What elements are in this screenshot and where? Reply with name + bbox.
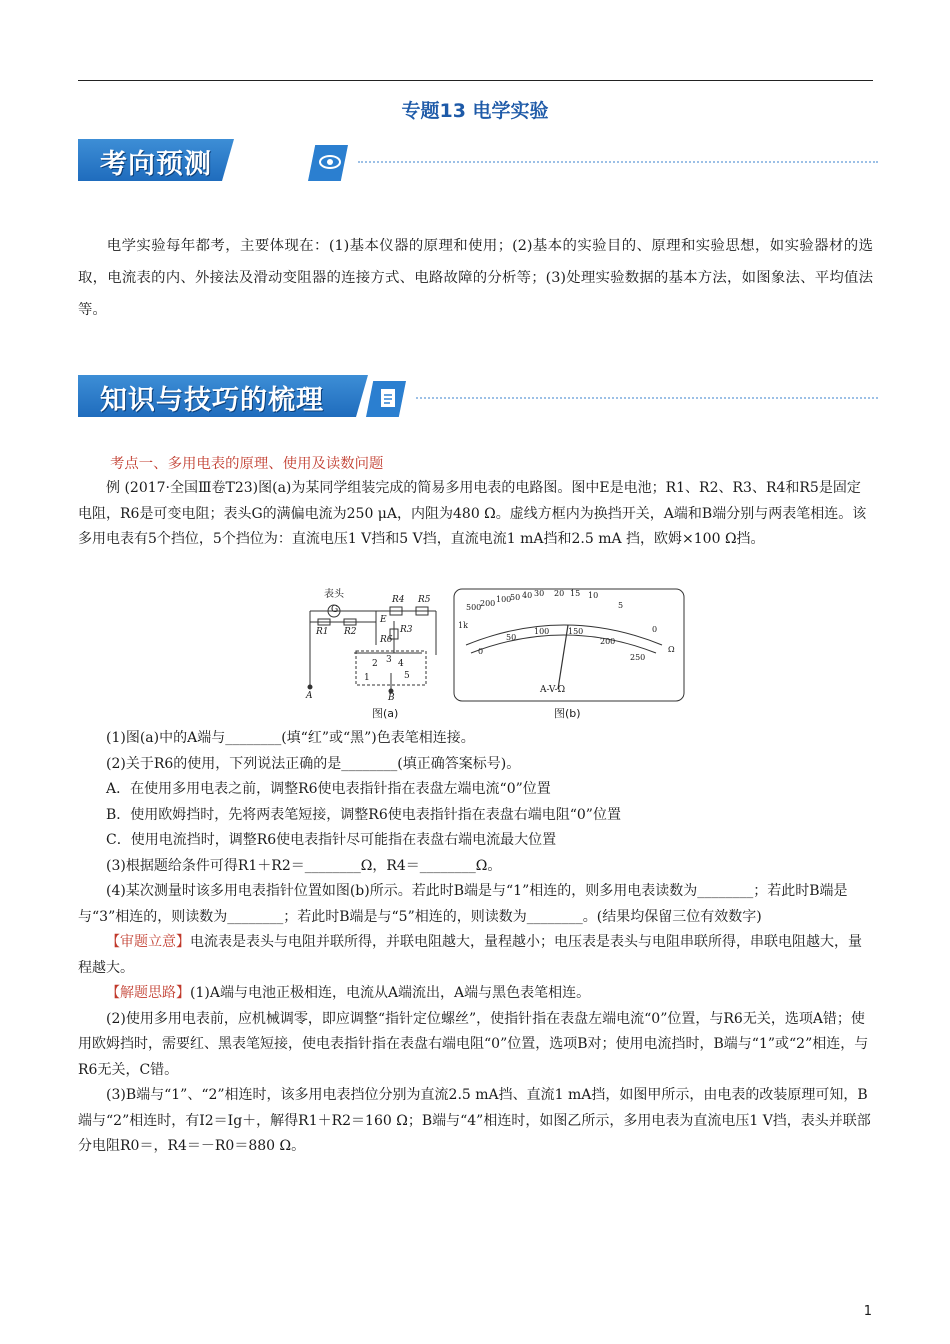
question-1: (1)图(a)中的A端与________(填“红”或“黑”)色表笔相连接。: [106, 730, 475, 746]
shenti-label: 【审题立意】: [106, 934, 190, 950]
circuit-label-biaotou: 表头: [324, 589, 344, 600]
circuit-switch-2: 2: [372, 659, 378, 669]
dial-tick-1k: 1k: [458, 621, 468, 630]
figure-caption-a: 图(a): [372, 707, 399, 720]
jieti-paragraph-3: (3)B端与“1”、“2”相连时，该多用电表挡位分别为直流2.5 mA挡、直流1 mA挡，如图甲所示，由电表的改装原理可知，B端与“2”相连时，有I2＝Ig＋，解得R1＋R2＝160 Ω；B端与“4”相连时，如图乙所示，多用电表为直流电压1 V挡，表头并联部分电阻R0＝，R4＝－R0＝880 Ω。: [78, 1087, 871, 1154]
dial-unit: Ω: [668, 645, 675, 654]
header-rule: [78, 80, 873, 81]
jieti-text-1: (1)A端与电池正极相连，电流从A端流出，A端与黑色表笔相连。: [190, 985, 591, 1001]
section-banner-knowledge: [78, 375, 878, 417]
circuit-label-e: E: [380, 615, 387, 625]
circuit-switch-5: 5: [404, 671, 410, 681]
dial-tick-15: 15: [570, 589, 581, 598]
example-intro-text: 例 (2017·全国Ⅲ卷T23)图(a)为某同学组装完成的简易多用电表的电路图。图中E是电池；R1、R2、R3、R4和R5是固定电阻，R6是可变电阻；表头G的满偏电流为250 μA，内阻为480 Ω。虚线方框内为换挡开关，A端和B端分别与两表笔相连。该多用电表有5个挡位，5个挡位为：直流电压1 V挡和5 V挡，直流电流1 mA挡和2.5 mA 挡，欧姆×100 Ω挡。: [78, 480, 867, 547]
dial-tick-200: 200: [480, 599, 496, 608]
circuit-terminal-a: A: [306, 691, 313, 701]
dial-mid-50: 50: [506, 633, 517, 642]
circuit-label-g: G: [331, 605, 339, 615]
section-banner-knowledge-label: 知识与技巧的梳理: [100, 385, 324, 416]
question-4: (4)某次测量时该多用电表指针位置如图(b)所示。若此时B端是与“1”相连的，则多用电表读数为________；若此时B端是与“3”相连的，则读数为________；若此时B端是与“5”相连的，则读数为________。(结果均保留三位有效数字): [78, 883, 848, 925]
circuit-label-r3: R3: [400, 625, 413, 635]
document-icon: [379, 387, 397, 409]
kaodian-title: 考点一、多用电表的原理、使用及读数问题: [110, 456, 384, 472]
question-2: (2)关于R6的使用，下列说法正确的是________(填正确答案标号)。: [106, 755, 521, 772]
circuit-terminal-b: B: [388, 693, 395, 703]
page-number: 1: [863, 1304, 872, 1319]
jieti-label: 【解题思路】: [106, 985, 190, 1001]
dial-mid-200: 200: [600, 637, 616, 646]
circuit-label-r5: R5: [418, 595, 431, 605]
section-banner-forecast-label: 考向预测: [100, 149, 212, 180]
shenti-text: 电流表是表头与电阻并联所得，并联电阻越大，量程越小；电压表是表头与电阻串联所得，串联电阻越大，量程越大。: [78, 934, 862, 976]
dial-tick-100: 100: [496, 595, 512, 604]
intro-text: 电学实验每年都考，主要体现在：(1)基本仪器的原理和使用；(2)基本的实验目的、原理和实验思想，如实验器材的选取，电流表的内、外接法及滑动变阻器的连接方式、电路故障的分析等；(3)处理实验数据的基本方法，如图象法、平均值法等。: [78, 238, 873, 318]
circuit-switch-3: 3: [386, 655, 392, 665]
figure-circuit-and-dial: [296, 585, 688, 719]
intro-paragraph: [78, 230, 873, 326]
option-b: B．使用欧姆挡时，先将两表笔短接，调整R6使电表指针指在表盘右端电阻“0”位置: [106, 806, 621, 823]
dial-mid-0: 0: [478, 647, 484, 656]
dial-tick-10: 10: [588, 591, 599, 600]
example-questions: [78, 726, 873, 1160]
dial-tick-5: 5: [618, 601, 624, 610]
dial-tick-50: 50: [510, 593, 521, 602]
dial-mid-150: 150: [568, 627, 584, 636]
dial-mid-100: 100: [534, 627, 550, 636]
dial-tick-30: 30: [534, 589, 545, 598]
jieti-paragraph-2: (2)使用多用电表前，应机械调零，即应调整“指针定位螺丝”，使指针指在表盘左端电流“0”位置，与R6无关，选项A错；使用欧姆挡时，需要红、黑表笔短接，使电表指针指在表盘右端电阻“0”位置，选项B对；使用电流挡时，B端与“1”或“2”相连，与R6无关，C错。: [78, 1010, 869, 1078]
dial-tick-40: 40: [522, 591, 533, 600]
circuit-label-r1: R1: [316, 627, 329, 637]
circuit-label-r2: R2: [344, 627, 357, 637]
dial-tick-20: 20: [554, 589, 565, 598]
example-intro: [78, 476, 873, 553]
circuit-switch-4: 4: [398, 659, 404, 669]
dial-tick-500: 500: [466, 603, 482, 612]
section-banner-forecast: [78, 139, 878, 181]
circuit-label-r4: R4: [392, 595, 405, 605]
dial-mid-250: 250: [630, 653, 646, 662]
figure-caption-b: 图(b): [554, 707, 581, 720]
page-title: 专题13 电学实验: [401, 100, 549, 122]
question-3: (3)根据题给条件可得R1＋R2＝________Ω，R4＝________Ω。: [106, 857, 502, 874]
dial-mode-label: A-V-Ω: [540, 685, 566, 695]
circuit-switch-1: 1: [364, 673, 370, 683]
dial-tick-0-ohm: 0: [652, 625, 658, 634]
option-a: A．在使用多用电表之前，调整R6使电表指针指在表盘左端电流“0”位置: [106, 781, 551, 797]
jieti-paragraph-1: [78, 981, 873, 1007]
shenti-paragraph: [78, 930, 873, 981]
circuit-label-r6: R6: [380, 635, 393, 645]
eye-icon: [318, 151, 342, 173]
option-c: C．使用电流挡时，调整R6使电表指针尽可能指在表盘右端电流最大位置: [106, 832, 557, 848]
